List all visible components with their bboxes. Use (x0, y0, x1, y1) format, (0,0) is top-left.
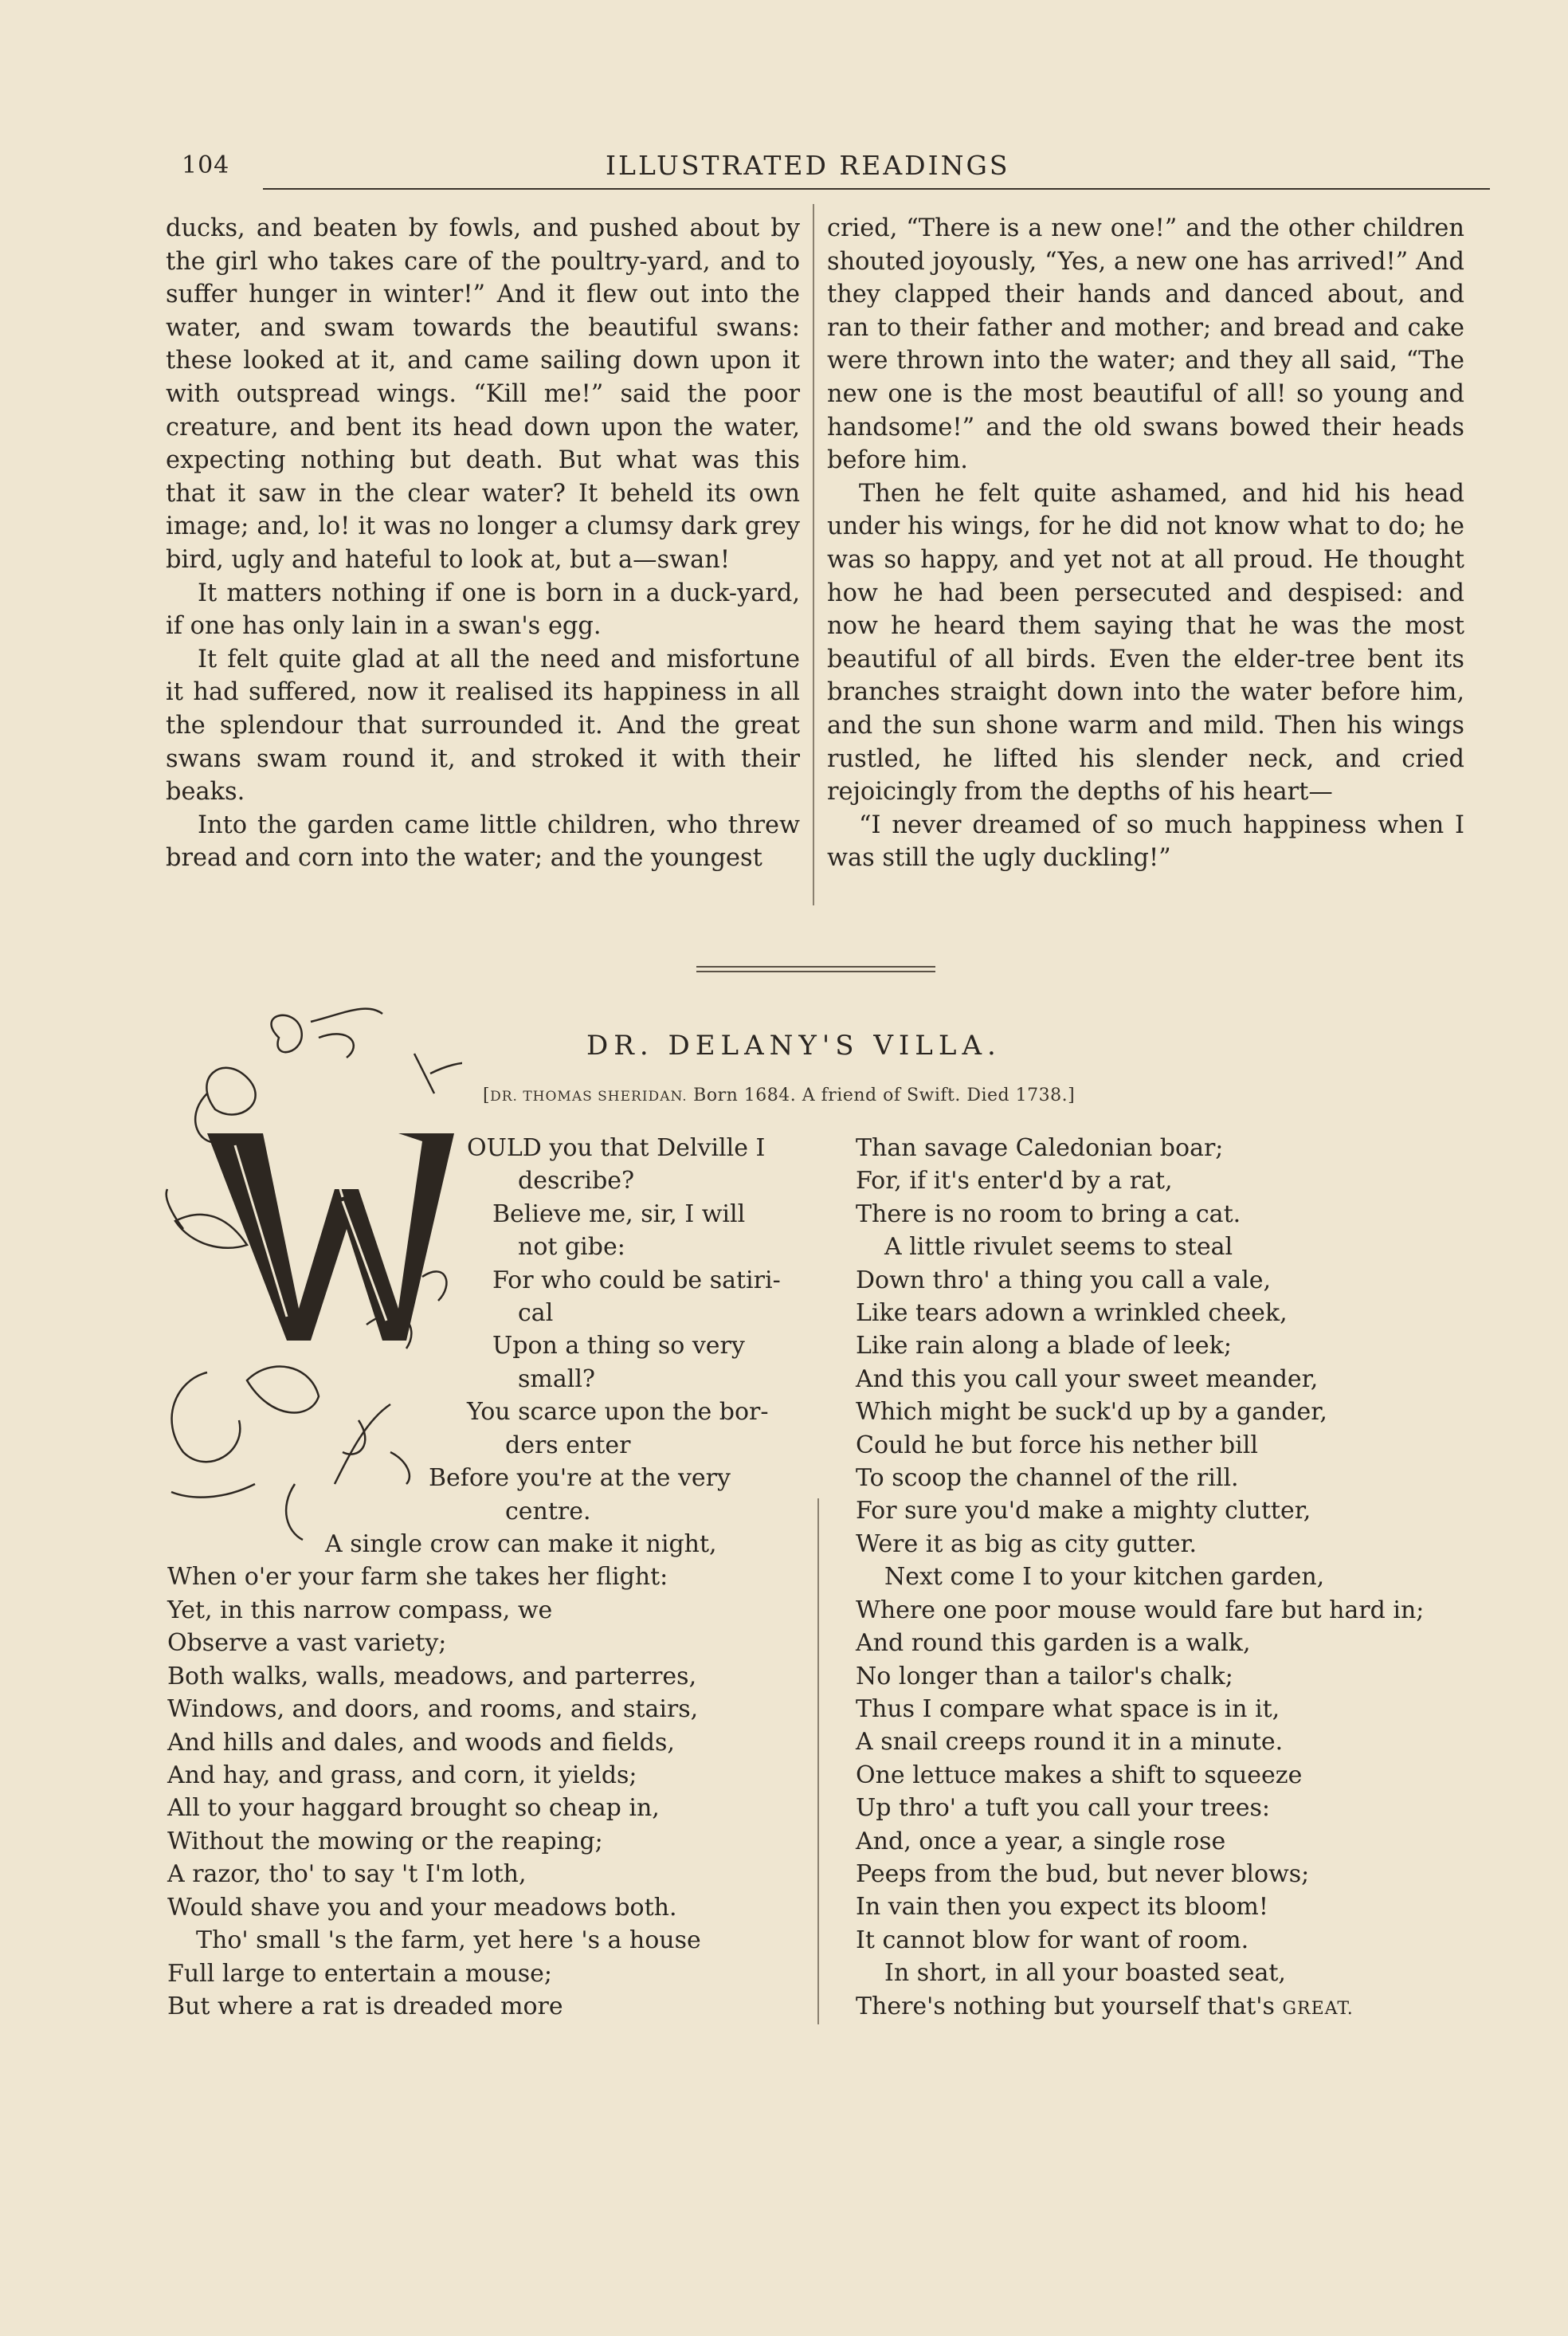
poem-line: Were it as big as city gutter. (856, 1529, 1198, 1558)
poem-line: Without the mowing or the reaping; (167, 1828, 603, 1855)
poem-line: A single crow can make it night, (325, 1530, 717, 1558)
poem-line: Which might be suck'd up by a gander, (856, 1398, 1327, 1427)
story-paragraph: “I never dreamed of so much happiness when I was still the ugly duckling!” (827, 811, 1464, 873)
page-number: 104 (182, 151, 230, 179)
poem-line: And hay, and grass, and corn, it yields; (167, 1761, 637, 1789)
poem-title: DR. DELANY'S VILLA. (586, 1030, 1002, 1062)
poem-line: And round this garden is a walk, (856, 1629, 1251, 1658)
poem-line: small? (518, 1365, 596, 1393)
story-paragraph: Then he felt quite ashamed, and hid his head under his wings, for he did not know what to do; he was so happy, and yet not at all proud. He thought how he had been persecuted and despised: and now he heard them saying that he was the most beautiful of all birds. Even the elder-tree bent its branches straight down into the water before him, and the sun shone warm and mild. Then his wings rustled, he lifted his slender neck, and cried rejoicingly from the depths of his heart— (827, 479, 1464, 807)
poem-line: Up thro' a tuft you call your trees: (856, 1794, 1270, 1823)
poem-line: There's nothing but yourself that's (856, 1992, 1275, 2020)
poem-line: Observe a vast variety; (167, 1629, 447, 1657)
poem-final-line (856, 1990, 1424, 2025)
poem-line: Than savage Caledonian boar; (856, 1134, 1224, 1162)
poem-line: When o'er your farm she takes her flight: (167, 1563, 668, 1591)
poem-line: cal (518, 1299, 554, 1327)
poem-column-divider (817, 1498, 819, 2024)
story-left-column (166, 212, 800, 875)
poem-line: A snail creeps round it in a minute. (856, 1728, 1284, 1757)
poem-line: Upon a thing so very (492, 1332, 745, 1360)
poem-line: A razor, tho' to say 't I'm loth, (167, 1860, 527, 1888)
poem-line: Would shave you and your meadows both. (167, 1894, 677, 1922)
story-right-column (827, 212, 1464, 875)
poem-line: And, once a year, a single rose (856, 1827, 1226, 1855)
running-title: ILLUSTRATED READINGS (606, 150, 1010, 181)
poem-line: All to your haggard brought so cheap in, (167, 1794, 660, 1822)
poem-line: For who could be satiri- (492, 1266, 781, 1294)
poem-line: It cannot blow for want of room. (856, 1926, 1249, 1954)
poem-line: To scoop the channel of the rill. (856, 1464, 1239, 1493)
story-paragraph: It felt quite glad at all the need and misfortune it had suffered, now it realised its happiness in all the splendour that surrounded it. And the great swans swam round it, and stroked it with their beaks. (166, 645, 800, 807)
poem-author: DR. THOMAS SHERIDAN. (490, 1089, 688, 1105)
poem-line: And hills and dales, and woods and fields, (167, 1729, 675, 1757)
poem-line: In short, in all your boasted seat, (884, 1959, 1286, 1988)
poem-line: OULD you that Delville I (467, 1134, 766, 1162)
poem-line: Peeps from the bud, but never blows; (856, 1859, 1310, 1888)
poem-line: Where one poor mouse would fare but hard in; (856, 1596, 1425, 1624)
poem-line: But where a rat is dreaded more (167, 1992, 563, 2020)
header-rule (263, 188, 1490, 190)
poem-line: For, if it's enter'd by a rat, (856, 1167, 1173, 1195)
poem-line: And this you call your sweet meander, (856, 1364, 1319, 1393)
poem-line: Before you're at the very (429, 1464, 731, 1492)
story-paragraph: It matters nothing if one is born in a duck-yard, if one has only lain in a swan's egg. (166, 579, 800, 641)
author-details: Born 1684. A friend of Swift. Died 1738.] (693, 1086, 1076, 1105)
poem-right-column (856, 1132, 1424, 2025)
poem-line: A little rivulet seems to steal (884, 1233, 1233, 1262)
poem-line: Next come I to your kitchen garden, (884, 1563, 1325, 1592)
poem-line: Both walks, walls, meadows, and parterres, (167, 1663, 697, 1690)
poem-line: One lettuce makes a shift to squeeze (856, 1761, 1303, 1789)
poem-line: not gibe: (518, 1233, 625, 1261)
poem-line: Down thro' a thing you call a vale, (856, 1266, 1272, 1294)
story-paragraph: ducks, and beaten by fowls, and pushed about by the girl who takes care of the poultry-yard, and to suffer hunger in winter!” And it flew out into the water, and swam towards the beautiful swans: these looked at it, and came sailing down upon it with outspread wings. “Kill me!” said the poor creature, and bent its head down upon the water, expecting nothing but death. But what was this that it saw in the clear water? It beheld its own image; and, lo! it was no longer a clumsy dark grey bird, ugly and hateful to look at, but a—swan! (166, 214, 800, 574)
poem-attribution (483, 1086, 1075, 1105)
column-divider (813, 204, 814, 905)
poem-line: For sure you'd make a mighty clutter, (856, 1497, 1311, 1525)
poem-line: You scarce upon the bor- (467, 1398, 769, 1426)
poem-line: Thus I compare what space is in it, (856, 1694, 1280, 1723)
decorated-initial-w-illustration (159, 1006, 462, 1548)
poem-line: There is no room to bring a cat. (856, 1199, 1241, 1228)
attribution-bracket: [ (483, 1086, 491, 1105)
poem-line: Believe me, sir, I will (492, 1200, 746, 1228)
poem-line: Full large to entertain a mouse; (167, 1960, 552, 1988)
poem-line: Tho' small 's the farm, yet here 's a house (196, 1926, 701, 1954)
initial-letter: W (299, 1245, 300, 1246)
poem-line: Could he but force his nether bill (856, 1431, 1258, 1459)
poem-line: ders enter (505, 1431, 631, 1459)
poem-line: In vain then you expect its bloom! (856, 1893, 1268, 1922)
poem-line: Like tears adown a wrinkled cheek, (856, 1299, 1288, 1328)
story-paragraph: Into the garden came little children, who threw bread and corn into the water; and the youngest (166, 811, 800, 873)
poem-line: Windows, and doors, and rooms, and stairs, (167, 1695, 699, 1723)
poem-line: No longer than a tailor's chalk; (856, 1662, 1233, 1690)
poem-line: Yet, in this narrow compass, we (167, 1596, 553, 1624)
poem-final-word: GREAT. (1282, 1998, 1354, 2019)
section-ornament-rule (696, 966, 935, 979)
poem-line: describe? (518, 1167, 635, 1195)
story-paragraph: cried, “There is a new one!” and the other children shouted joyously, “Yes, a new one has arrived!” And they clapped their hands and danced about, and ran to their father and mother; and bread and cake were thrown into the water; and they all said, “The new one is the most beautiful of all! so young and handsome!” and the old swans bowed their heads before him. (827, 214, 1464, 475)
poem-line: centre. (505, 1498, 591, 1525)
poem-line: Like rain along a blade of leek; (856, 1332, 1232, 1360)
